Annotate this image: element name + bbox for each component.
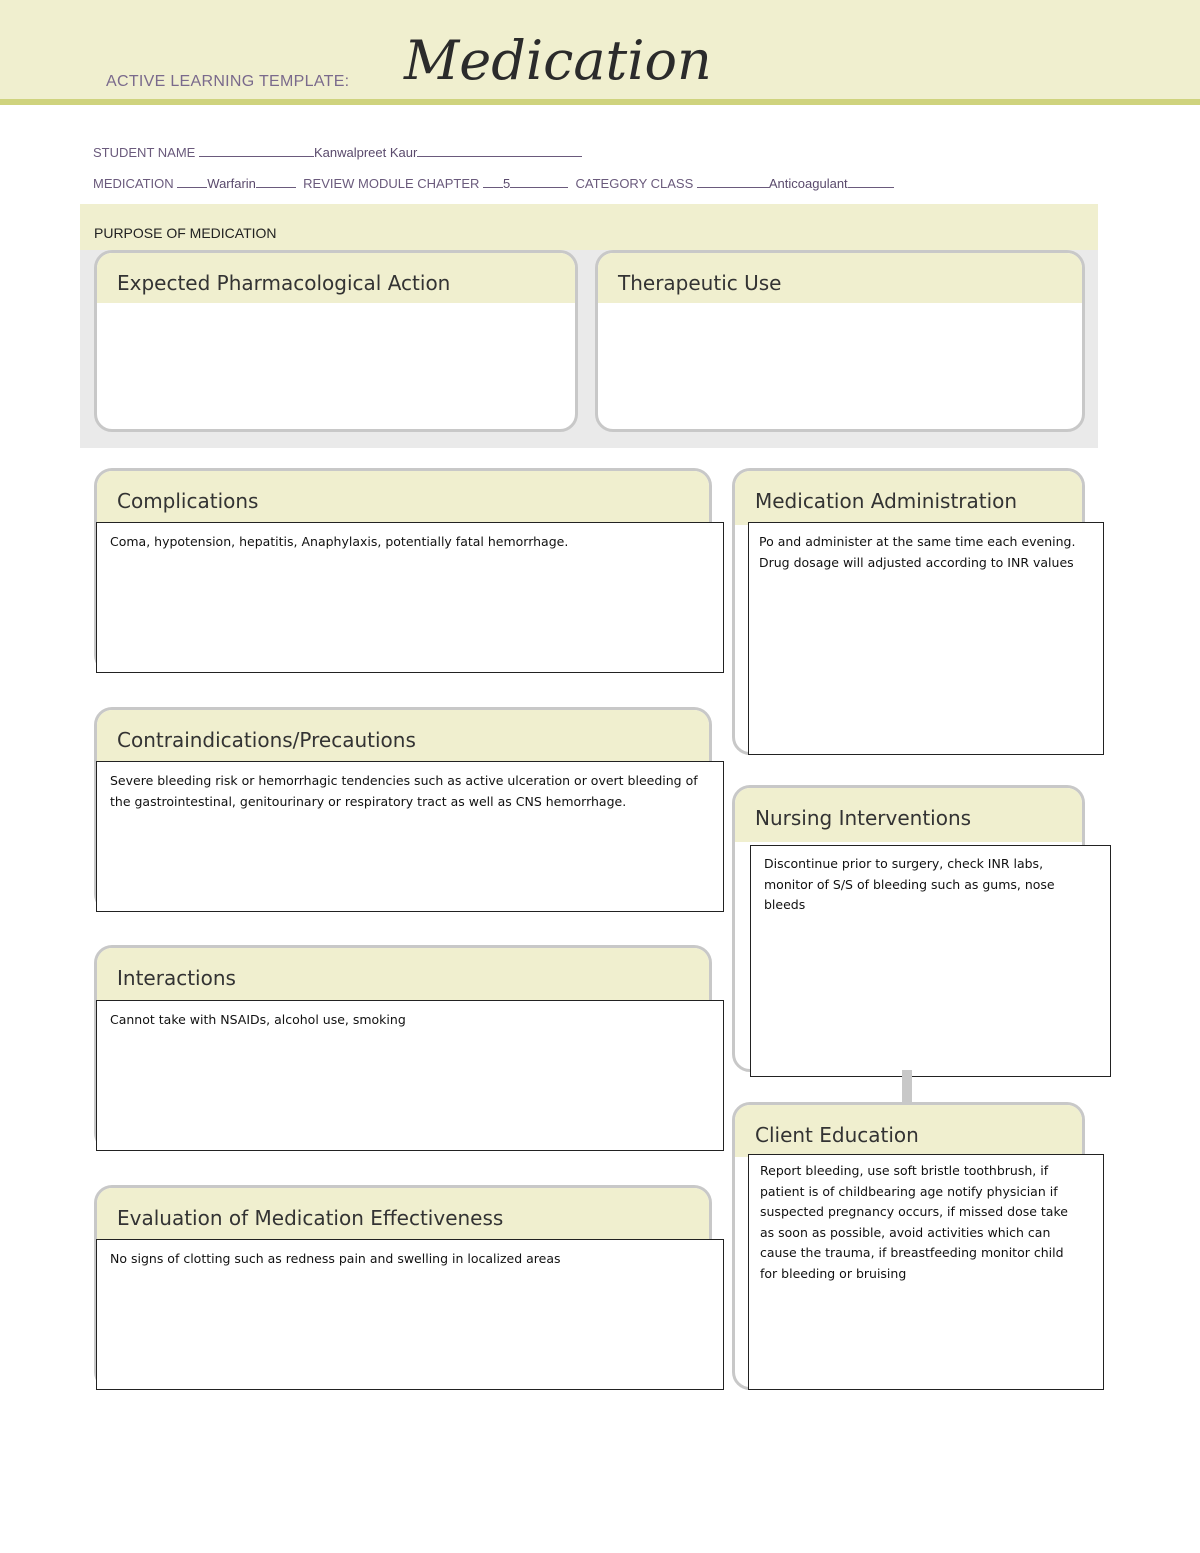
interactions-text: Cannot take with NSAIDs, alcohol use, smoking (110, 1012, 406, 1027)
category-label: CATEGORY CLASS (575, 176, 694, 191)
student-name-label: STUDENT NAME (93, 145, 196, 160)
chapter-field[interactable]: 5 (503, 176, 511, 191)
administration-field[interactable] (748, 522, 1104, 755)
purpose-label: PURPOSE OF MEDICATION (94, 225, 277, 241)
expected-action-box (94, 250, 578, 432)
therapeutic-use-title: Therapeutic Use (618, 271, 782, 295)
page-title: Medication (404, 29, 712, 92)
evaluation-title: Evaluation of Medication Effectiveness (117, 1206, 504, 1230)
nursing-title: Nursing Interventions (755, 806, 972, 830)
medication-label: MEDICATION (93, 176, 174, 191)
interactions-title: Interactions (117, 966, 236, 990)
header-rule (0, 99, 1200, 105)
interactions-field[interactable] (96, 1000, 724, 1151)
nursing-field[interactable] (750, 845, 1111, 1077)
template-label: ACTIVE LEARNING TEMPLATE: (106, 73, 350, 90)
evaluation-field[interactable] (96, 1239, 724, 1390)
contraindications-text: Severe bleeding risk or hemorrhagic tendencies such as active ulceration or overt bleeding of the gastrointestinal, genitourinary or respiratory tract as well as CNS hemorrhage. (110, 773, 698, 809)
contraindications-title: Contraindications/Precautions (117, 728, 416, 752)
evaluation-text: No signs of clotting such as redness pain and swelling in localized areas (110, 1251, 561, 1266)
complications-title: Complications (117, 489, 259, 513)
complications-field[interactable] (96, 522, 724, 673)
administration-title: Medication Administration (755, 489, 1018, 513)
education-text: Report bleeding, use soft bristle toothbrush, if patient is of childbearing age notify physician if suspected pregnancy occurs, if missed dose take as soon as possible, avoid activities which can cause the trauma, if breastfeeding monitor child for bleeding or bruising (760, 1163, 1068, 1281)
chapter-label: REVIEW MODULE CHAPTER (303, 176, 480, 191)
contraindications-field[interactable] (96, 761, 724, 912)
administration-text: Po and administer at the same time each evening. Drug dosage will adjusted according to INR values (759, 534, 1076, 570)
expected-action-title: Expected Pharmacological Action (117, 271, 451, 295)
connector-line (902, 1070, 912, 1104)
education-title: Client Education (755, 1123, 919, 1147)
student-name-row (93, 145, 582, 160)
education-field[interactable] (748, 1154, 1104, 1390)
medication-field[interactable]: Warfarin (207, 176, 256, 191)
complications-text: Coma, hypotension, hepatitis, Anaphylaxis, potentially fatal hemorrhage. (110, 534, 569, 549)
therapeutic-use-box (595, 250, 1085, 432)
student-name-field[interactable]: Kanwalpreet Kaur (313, 145, 418, 160)
nursing-text: Discontinue prior to surgery, check INR labs, monitor of S/S of bleeding such as gums, nose bleeds (764, 856, 1055, 912)
medication-info-row (93, 176, 894, 191)
category-field[interactable]: Anticoagulant (768, 176, 848, 191)
